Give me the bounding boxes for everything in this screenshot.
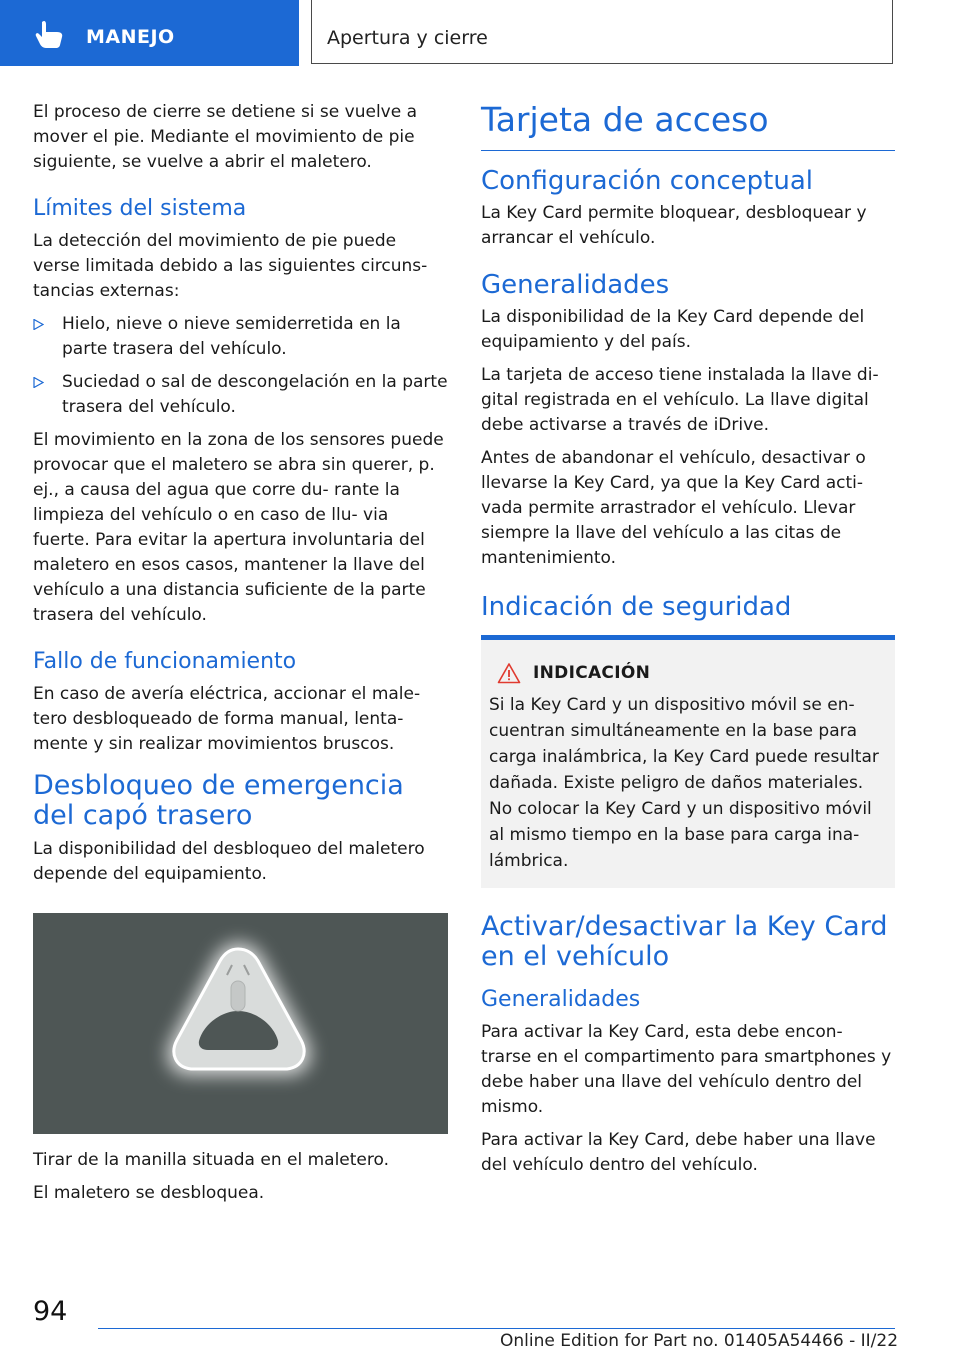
- hand-pointer-icon: [33, 19, 67, 49]
- warning-triangle-icon: [497, 662, 521, 684]
- heading-emergency-release: Desbloqueo de emergencia del capó trasero: [33, 770, 404, 831]
- paragraph-malfunction: En caso de avería eléctrica, accionar el male- tero desbloqueado de forma manual, lenta- mente y sin realizar movimientos bruscos.: [33, 684, 421, 754]
- paragraph-general-2: La tarjeta de acceso tiene instalada la llave di- gital registrada en el vehículo. La llave digital debe activarse a través de iDrive.: [481, 365, 879, 435]
- list-item: [33, 370, 448, 420]
- chapter-title-box: [311, 0, 893, 64]
- heading-general-2: Generalidades: [481, 987, 641, 1012]
- notice-title: INDICACIÓN: [533, 663, 651, 683]
- heading-concept: Configuración conceptual: [481, 166, 813, 196]
- footer-divider: [98, 1328, 895, 1329]
- left-column: [33, 100, 448, 1214]
- section-label: MANEJO: [86, 26, 175, 48]
- paragraph-limits: La detección del movimiento de pie puede verse limitada debido a las siguientes circuns- tancias externas:: [33, 231, 428, 301]
- trunk-release-handle-icon: [33, 913, 448, 1134]
- paragraph-sensors: El movimiento en la zona de los sensores puede provocar que el maletero se abra sin querer, p. ej., a causa del agua que corre du- rante la limpieza del vehículo o en caso de llu- via fuerte. Para evitar la apertura involuntaria del maletero en esos casos, mantener la llave del vehículo a una distancia suficiente de la parte trasera del vehículo.: [33, 430, 444, 625]
- paragraph-close-stop: El proceso de cierre se detiene si se vuelve a mover el pie. Mediante el movimiento de pie siguiente, se vuelve a abrir el maletero.: [33, 102, 418, 172]
- heading-activate-card: Activar/desactivar la Key Card en el vehículo: [481, 911, 888, 972]
- heading-system-limits: Límites del sistema: [33, 196, 247, 221]
- paragraph-activate-1: Para activar la Key Card, esta debe encon- trarse en el compartimento para smartphones y debe haber una llave del vehículo dentro del mismo.: [481, 1022, 892, 1117]
- section-tab[interactable]: [0, 0, 299, 66]
- paragraph-general-3: Antes de abandonar el vehículo, desactivar o llevarse la Key Card, ya que la Key Card acti- vada permite arrastrador el vehículo. Llevar siempre la llave del vehículo a las citas de mantenimiento.: [481, 448, 866, 568]
- heading-access-card: Tarjeta de acceso: [481, 100, 895, 151]
- edition-text: Online Edition for Part no. 01405A54466 - II/22: [500, 1331, 899, 1351]
- notice-text-1: Si la Key Card y un dispositivo móvil se en- cuentran simultáneamente en la base para carga inalámbrica, la Key Card puede resultar dañada. Existe peligro de daños materiales.: [489, 695, 879, 793]
- triangle-bullet-icon: [33, 377, 44, 388]
- safety-notice-box: [481, 635, 895, 888]
- paragraph-activate-2: Para activar la Key Card, debe haber una llave del vehículo dentro del vehículo.: [481, 1130, 876, 1175]
- paragraph-concept: La Key Card permite bloquear, desbloquear y arrancar el vehículo.: [481, 203, 867, 248]
- notice-text-2: No colocar la Key Card y un dispositivo móvil al mismo tiempo en la base para carga ina- lámbrica.: [489, 799, 872, 871]
- paragraph-general-1: La disponibilidad de la Key Card depende del equipamiento y del país.: [481, 307, 865, 352]
- heading-general: Generalidades: [481, 270, 670, 300]
- trunk-handle-figure: [33, 913, 448, 1134]
- list-item-text: Hielo, nieve o nieve semiderretida en la parte trasera del vehículo.: [62, 314, 401, 359]
- right-column: [481, 100, 895, 1186]
- page-number: 94: [33, 1296, 68, 1327]
- paragraph-trunk-unlocked: El maletero se desbloquea.: [33, 1183, 265, 1203]
- paragraph-emergency: La disponibilidad del desbloqueo del maletero depende del equipamiento.: [33, 839, 425, 884]
- list-item-text: Suciedad o sal de descongelación en la parte trasera del vehículo.: [62, 372, 448, 417]
- list-item: [33, 312, 448, 362]
- chapter-title: Apertura y cierre: [327, 27, 488, 49]
- triangle-bullet-icon: [33, 319, 44, 330]
- notice-header: [497, 662, 887, 684]
- page-header: [0, 0, 960, 66]
- heading-safety-note: Indicación de seguridad: [481, 592, 792, 622]
- heading-malfunction: Fallo de funcionamiento: [33, 649, 297, 674]
- paragraph-pull-handle: Tirar de la manilla situada en el maletero.: [33, 1150, 390, 1170]
- limits-list: [33, 312, 448, 420]
